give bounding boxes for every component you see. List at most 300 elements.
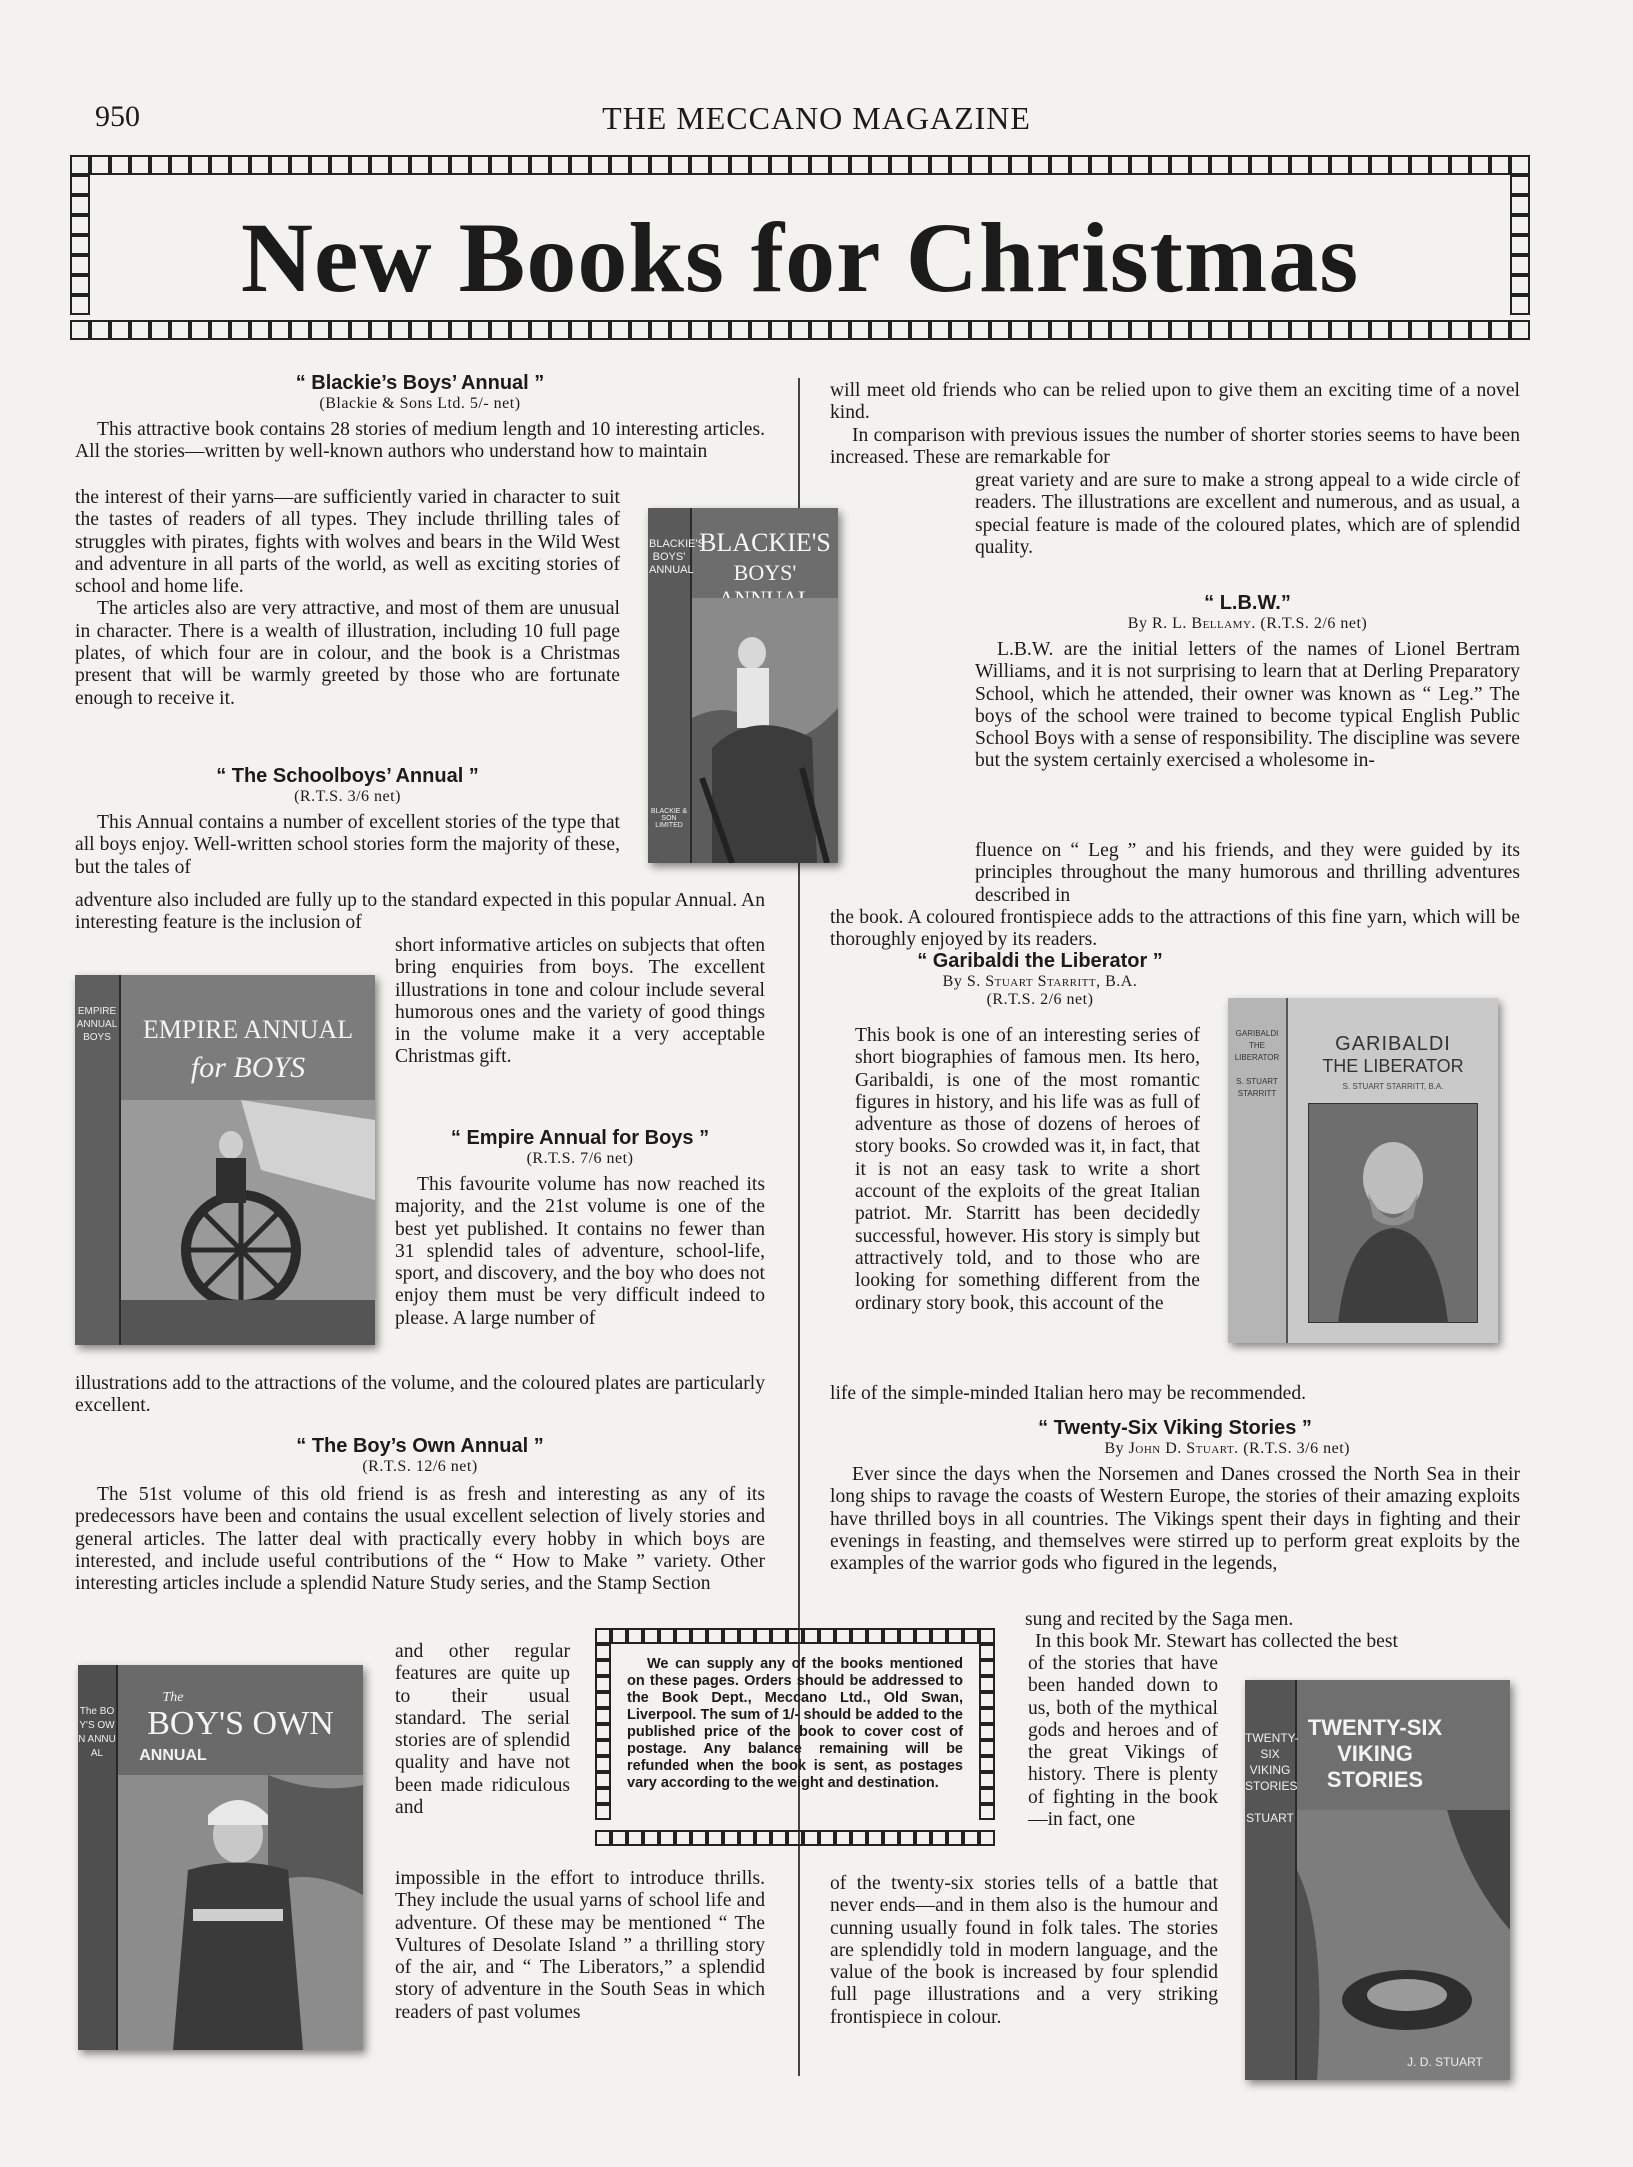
border-square bbox=[670, 320, 690, 340]
boysown-publisher: (R.T.S. 12/6 net) bbox=[362, 1458, 478, 1475]
border-square bbox=[595, 1756, 611, 1772]
border-square bbox=[270, 320, 290, 340]
garibaldi-publisher: (R.T.S. 2/6 net) bbox=[986, 991, 1094, 1008]
notice-border-left bbox=[595, 1644, 611, 1830]
border-square bbox=[739, 1830, 755, 1846]
lbw-heading: “ L.B.W.” bbox=[1204, 592, 1291, 614]
border-square bbox=[979, 1692, 995, 1708]
cover-title-1: BOY'S OWN bbox=[147, 1705, 334, 1742]
border-square bbox=[931, 1628, 947, 1644]
lbw-publisher: (R.T.S. 2/6 net) bbox=[1255, 615, 1368, 632]
spine-publisher: BLACKIE & SON LIMITED bbox=[650, 808, 688, 829]
border-square bbox=[1410, 320, 1430, 340]
spine-title: TWENTY-SIX VIKING STORIES STUART bbox=[1245, 1731, 1299, 1825]
border-square bbox=[570, 320, 590, 340]
boysown-body-bottom bbox=[395, 1868, 765, 2024]
border-square bbox=[963, 1628, 979, 1644]
border-square bbox=[963, 1830, 979, 1846]
border-square bbox=[810, 320, 830, 340]
border-square bbox=[787, 1628, 803, 1644]
border-square bbox=[790, 320, 810, 340]
border-square bbox=[1450, 320, 1470, 340]
garibaldi-by: By bbox=[942, 973, 967, 990]
border-square bbox=[550, 155, 570, 175]
garibaldi-portrait bbox=[1308, 1103, 1478, 1323]
border-square bbox=[830, 320, 850, 340]
viking-review bbox=[830, 1417, 1520, 1575]
border-square bbox=[90, 155, 110, 175]
border-square bbox=[1330, 155, 1350, 175]
border-square bbox=[550, 320, 570, 340]
border-square bbox=[250, 320, 270, 340]
border-square bbox=[170, 155, 190, 175]
border-square bbox=[430, 155, 450, 175]
border-square bbox=[595, 1660, 611, 1676]
border-square bbox=[947, 1830, 963, 1846]
border-square bbox=[150, 320, 170, 340]
spine-title: GARIBALDI THE LIBERATOR S. STUART STARRITT bbox=[1234, 1029, 1280, 1098]
border-square bbox=[1030, 155, 1050, 175]
border-square bbox=[970, 320, 990, 340]
border-square bbox=[130, 320, 150, 340]
boysown-text-1c: impossible in the effort to introduce thrills. They include the usual yarns of school life and adventure. Of these may be mentioned “ The Vultures of Desolate Island ” a thrilling story of the air, and “ The Liberators,” a splendid story of adventure in the South Seas in which readers of past volumes bbox=[395, 1868, 765, 2023]
border-square bbox=[470, 155, 490, 175]
border-square bbox=[70, 320, 90, 340]
border-square bbox=[870, 320, 890, 340]
viking-heading: “ Twenty-Six Viking Stories ” bbox=[1038, 1417, 1312, 1439]
border-square bbox=[755, 1830, 771, 1846]
border-square bbox=[250, 155, 270, 175]
border-square bbox=[590, 320, 610, 340]
border-square bbox=[1450, 155, 1470, 175]
border-square bbox=[595, 1804, 611, 1820]
border-square bbox=[1270, 320, 1290, 340]
garibaldi-body-wide bbox=[830, 1383, 1520, 1405]
border-square bbox=[670, 155, 690, 175]
border-square bbox=[1170, 320, 1190, 340]
cover-title-2: ANNUAL bbox=[139, 1747, 207, 1764]
border-square bbox=[150, 155, 170, 175]
border-square bbox=[1310, 320, 1330, 340]
viking-text-1b: sung and recited by the Saga men. bbox=[1025, 1609, 1294, 1630]
border-square bbox=[1430, 320, 1450, 340]
border-square bbox=[1050, 320, 1070, 340]
border-square bbox=[350, 320, 370, 340]
border-square bbox=[630, 320, 650, 340]
border-square bbox=[890, 320, 910, 340]
border-square bbox=[803, 1628, 819, 1644]
border-square bbox=[350, 155, 370, 175]
border-square bbox=[750, 155, 770, 175]
border-square bbox=[990, 320, 1010, 340]
border-square bbox=[883, 1628, 899, 1644]
border-square bbox=[1510, 175, 1530, 195]
viking-body-narrow bbox=[1028, 1653, 1218, 1831]
border-square bbox=[723, 1628, 739, 1644]
border-square bbox=[1230, 155, 1250, 175]
border-square bbox=[810, 155, 830, 175]
border-square bbox=[979, 1644, 995, 1660]
cover-author: J. D. STUART bbox=[1407, 2055, 1483, 2069]
border-square bbox=[1130, 155, 1150, 175]
border-square bbox=[930, 320, 950, 340]
border-square bbox=[110, 155, 130, 175]
border-square bbox=[990, 155, 1010, 175]
cover-title-2: for BOYS bbox=[190, 1051, 306, 1084]
border-square bbox=[210, 155, 230, 175]
schoolboys-body-narrow bbox=[395, 935, 765, 1069]
border-square bbox=[1470, 320, 1490, 340]
border-square bbox=[310, 320, 330, 340]
empire-annual-cover bbox=[75, 975, 375, 1345]
lbw-text-1c: the book. A coloured frontispiece adds to the attractions of this fine yarn, which will be thoroughly enjoyed by its readers. bbox=[830, 907, 1520, 951]
boysown-heading: “ The Boy’s Own Annual ” bbox=[296, 1435, 544, 1457]
ship-wheel-illustration bbox=[121, 1100, 375, 1345]
border-square bbox=[1330, 320, 1350, 340]
border-square bbox=[290, 155, 310, 175]
title-box bbox=[70, 155, 1530, 340]
border-square bbox=[110, 320, 130, 340]
border-square bbox=[1110, 320, 1130, 340]
border-square bbox=[595, 1724, 611, 1740]
border-square bbox=[1230, 320, 1250, 340]
border-square bbox=[1190, 320, 1210, 340]
border-square bbox=[755, 1628, 771, 1644]
border-square bbox=[595, 1628, 611, 1644]
border-square bbox=[979, 1740, 995, 1756]
border-square bbox=[1350, 320, 1370, 340]
border-square bbox=[1110, 155, 1130, 175]
border-square bbox=[899, 1830, 915, 1846]
border-square bbox=[450, 320, 470, 340]
empire-heading: “ Empire Annual for Boys ” bbox=[450, 1127, 710, 1149]
border-square bbox=[947, 1628, 963, 1644]
garibaldi-text-1b: life of the simple-minded Italian hero may be recommended. bbox=[830, 1383, 1307, 1404]
lbw-body-wide bbox=[830, 907, 1520, 952]
border-square bbox=[330, 320, 350, 340]
border-square bbox=[90, 320, 110, 340]
border-square bbox=[883, 1830, 899, 1846]
viking-publisher: (R.T.S. 3/6 net) bbox=[1238, 1440, 1350, 1457]
border-square bbox=[650, 155, 670, 175]
border-square bbox=[1010, 155, 1030, 175]
border-square bbox=[490, 320, 510, 340]
border-square bbox=[730, 320, 750, 340]
border-square bbox=[610, 320, 630, 340]
cover-title-1: BLACKIE'S bbox=[699, 528, 831, 557]
border-square bbox=[787, 1830, 803, 1846]
schoolboys-continued bbox=[830, 380, 1520, 469]
border-square bbox=[850, 320, 870, 340]
border-square bbox=[690, 155, 710, 175]
border-square bbox=[1150, 320, 1170, 340]
garibaldi-cover bbox=[1228, 998, 1498, 1343]
blackie-body bbox=[75, 487, 620, 710]
border-square bbox=[1470, 155, 1490, 175]
cover-title-2: BOYS' bbox=[733, 560, 797, 585]
cover-title-2: THE LIBERATOR bbox=[1322, 1056, 1464, 1076]
blackie-heading: “ Blackie’s Boys’ Annual ” bbox=[295, 372, 545, 394]
border-square bbox=[510, 320, 530, 340]
border-square bbox=[1490, 320, 1510, 340]
cover-author: S. STUART STARRITT, B.A. bbox=[1342, 1082, 1444, 1091]
viking-byline bbox=[830, 1440, 1520, 1458]
border-square bbox=[771, 1830, 787, 1846]
border-square bbox=[430, 320, 450, 340]
lbw-text-1a: L.B.W. are the initial letters of the names of Lionel Bertram Williams, and it is not surprising to learn that at Derling Preparatory School, which he attended, their owner was known as “ Leg.” The boys of the school were trained to become typical English Public School Boys with a sense of responsibility. The discipline was severe but the system certainly exercised a wholesome in- bbox=[975, 639, 1520, 772]
border-square bbox=[230, 155, 250, 175]
border-square bbox=[675, 1628, 691, 1644]
schoolboys-continued-narrow bbox=[975, 470, 1520, 559]
border-square bbox=[790, 155, 810, 175]
boysown-text-1b: and other regular features are quite up to their usual standard. The serial stories are of splendid quality and have not been made ridiculous and bbox=[395, 1641, 570, 1819]
blackie-publisher: (Blackie & Sons Ltd. 5/- net) bbox=[319, 395, 521, 412]
border-square bbox=[691, 1628, 707, 1644]
border-square bbox=[979, 1804, 995, 1820]
border-square bbox=[595, 1772, 611, 1788]
schoolboys-cont-text-2a: In comparison with previous issues the number of shorter stories seems to have been increased. These are remarkable for bbox=[830, 424, 1520, 468]
border-square bbox=[707, 1628, 723, 1644]
border-square bbox=[630, 155, 650, 175]
border-square bbox=[1490, 155, 1510, 175]
border-square bbox=[835, 1628, 851, 1644]
cover-title-the: The bbox=[162, 1690, 184, 1705]
notice-border-bottom bbox=[595, 1830, 995, 1846]
border-square bbox=[170, 320, 190, 340]
border-square bbox=[1410, 155, 1430, 175]
border-square bbox=[707, 1830, 723, 1846]
border-square bbox=[643, 1628, 659, 1644]
border-square bbox=[410, 320, 430, 340]
border-square bbox=[390, 155, 410, 175]
border-square bbox=[230, 320, 250, 340]
border-square bbox=[675, 1830, 691, 1846]
border-square bbox=[979, 1724, 995, 1740]
border-square bbox=[830, 155, 850, 175]
border-square bbox=[691, 1830, 707, 1846]
border-square bbox=[1370, 155, 1390, 175]
border-square bbox=[1170, 155, 1190, 175]
boys-own-annual-cover bbox=[78, 1665, 363, 2050]
border-square bbox=[530, 155, 550, 175]
border-square bbox=[190, 320, 210, 340]
viking-stories-cover bbox=[1245, 1680, 1510, 2080]
border-square bbox=[1190, 155, 1210, 175]
border-square bbox=[770, 320, 790, 340]
border-square bbox=[851, 1628, 867, 1644]
garibaldi-body bbox=[855, 1025, 1200, 1315]
border-square bbox=[771, 1628, 787, 1644]
border-square bbox=[1510, 155, 1530, 175]
border-square bbox=[1390, 155, 1410, 175]
border-square bbox=[611, 1830, 627, 1846]
border-square bbox=[490, 155, 510, 175]
border-square bbox=[1070, 320, 1090, 340]
viking-text-1a: Ever since the days when the Norsemen and Danes crossed the North Sea in their long ships to ravage the coasts of Western Europe, the stories of their amazing exploits have thrilled boys in all countries. The Vikings spent their days in fighting and their evenings in feasting, and themselves were stirred up to perform great exploits by the examples of the warrior gods who figured in the legends, bbox=[830, 1464, 1520, 1575]
viking-body-bottom bbox=[830, 1873, 1218, 2029]
notice-border-right bbox=[979, 1644, 995, 1830]
border-square bbox=[739, 1628, 755, 1644]
border-square bbox=[1350, 155, 1370, 175]
border-square bbox=[1430, 155, 1450, 175]
border-square bbox=[595, 1788, 611, 1804]
border-square bbox=[370, 320, 390, 340]
camel-rider-illustration bbox=[692, 598, 838, 863]
boysown-body-narrow bbox=[395, 1641, 570, 1819]
border-square bbox=[899, 1628, 915, 1644]
spine-title: EMPIRE ANNUAL BOYS bbox=[76, 1006, 118, 1043]
border-square bbox=[851, 1830, 867, 1846]
garibaldi-review bbox=[830, 950, 1250, 1015]
border-square bbox=[595, 1676, 611, 1692]
border-square bbox=[1370, 320, 1390, 340]
border-square bbox=[595, 1708, 611, 1724]
border-square bbox=[1270, 155, 1290, 175]
border-square bbox=[979, 1788, 995, 1804]
border-square bbox=[290, 320, 310, 340]
border-square bbox=[710, 155, 730, 175]
border-square bbox=[330, 155, 350, 175]
spine-title: The BOY'S OWN ANNUAL bbox=[78, 1706, 116, 1759]
border-square bbox=[450, 155, 470, 175]
lbw-text-1b: fluence on “ Leg ” and his friends, and they were guided by its principles throughout the many humorous and thrilling adventures described in bbox=[975, 840, 1520, 906]
border-square bbox=[210, 320, 230, 340]
magazine-title: THE MECCANO MAGAZINE bbox=[602, 100, 1031, 136]
blackie-text-1a: This attractive book contains 28 stories of medium length and 10 interesting articles. All the stories—written by well-known authors who understand how to maintain bbox=[75, 419, 765, 463]
border-square bbox=[370, 155, 390, 175]
viking-text-2b: of the stories that have been handed down to us, both of the mythical gods and heroes and of the great Vikings of history. There is plenty of fighting in the book—in fact, one bbox=[1028, 1653, 1218, 1831]
blackie-text-1b: the interest of their yarns—are sufficiently varied in character to suit the tastes of readers of all types. They include thrilling tales of struggles with pirates, fights with wolves and bears in the Wild West and adventure in all parts of the world, as well as exciting stories of school and home life. bbox=[75, 487, 620, 598]
border-square bbox=[979, 1660, 995, 1676]
border-square bbox=[730, 155, 750, 175]
border-square bbox=[1090, 155, 1110, 175]
viking-by: By bbox=[1104, 1440, 1129, 1457]
notice-border-top bbox=[595, 1628, 995, 1644]
border-square bbox=[130, 155, 150, 175]
border-square bbox=[910, 155, 930, 175]
border-square bbox=[850, 155, 870, 175]
border-square bbox=[890, 155, 910, 175]
border-square bbox=[979, 1628, 995, 1644]
page-number: 950 bbox=[95, 100, 140, 133]
border-square bbox=[1290, 155, 1310, 175]
border-square bbox=[915, 1830, 931, 1846]
lbw-by: By bbox=[1127, 615, 1152, 632]
empire-text-1a: This favourite volume has now reached its majority, and the 21st volume is one of the best yet published. It contains no fewer than 31 splendid tales of adventure, school-life, sport, and discovery, and the boy who does not enjoy them must be very difficult indeed to please. A large number of bbox=[395, 1174, 765, 1329]
boysown-text-1a: The 51st volume of this old friend is as fresh and interesting as any of its predecessors have been and contains the usual excellent selection of lively stories and general articles. The latter deal with practically every hobby in which boys are interested, and include useful contributions of the “ How to Make ” variety. Other interesting articles include a splendid Nature Study series, and the Stamp Section bbox=[75, 1484, 765, 1595]
border-square bbox=[1310, 155, 1330, 175]
lbw-byline bbox=[975, 615, 1520, 633]
border-square bbox=[835, 1830, 851, 1846]
border-square bbox=[1130, 320, 1150, 340]
border-square bbox=[950, 320, 970, 340]
viking-text-2c: of the twenty-six stories tells of a battle that never ends—and in them also is the humour and cunning usually found in folk tales. The stories are splendidly told in modern language, and the value of the book is increased by four splendid full page illustrations and a very striking frontispiece in colour. bbox=[830, 1873, 1218, 2028]
border-square bbox=[770, 155, 790, 175]
border-square bbox=[643, 1830, 659, 1846]
border-square bbox=[70, 155, 90, 175]
boysown-review bbox=[75, 1435, 765, 1482]
empire-publisher: (R.T.S. 7/6 net) bbox=[526, 1150, 634, 1167]
border-square bbox=[1090, 320, 1110, 340]
schoolboys-publisher: (R.T.S. 3/6 net) bbox=[294, 788, 401, 805]
border-square bbox=[590, 155, 610, 175]
garibaldi-text-1a: This book is one of an interesting series of short biographies of famous men. Its hero, Garibaldi, is one of the most romantic figures in history, and his life was as full of adventure as those of dozens of heroes of story books. So crowded was it, in fact, that it is not an easy task to write a short account of the exploits of the great Italian patriot. Mr. Starritt has been decidedly successful, however. His story is simply but attractively told, and to those who are looking for something different from the ordinary story book, this account of the bbox=[855, 1025, 1200, 1314]
border-square bbox=[931, 1830, 947, 1846]
border-square bbox=[819, 1628, 835, 1644]
border-square bbox=[470, 320, 490, 340]
border-square bbox=[1210, 155, 1230, 175]
border-square bbox=[750, 320, 770, 340]
schoolboys-heading: “ The Schoolboys’ Annual ” bbox=[216, 765, 479, 787]
border-square bbox=[1250, 320, 1270, 340]
border-square bbox=[610, 155, 630, 175]
border-square bbox=[979, 1756, 995, 1772]
viking-warrior-illustration bbox=[1297, 1810, 1510, 2080]
border-square bbox=[1210, 320, 1230, 340]
notice-text: We can supply any of the books mentioned on these pages. Orders should be addressed to the Book Dept., Meccano Ltd., Old Swan, Liverpool. The sum of 1/- should be added to the published price of the book to cover cost of postage. Any balance remaining will be refunded when the book is sent, as postages vary according to the weight and destination. bbox=[627, 1656, 963, 1791]
border-square bbox=[867, 1628, 883, 1644]
empire-text-1b: illustrations add to the attractions of the volume, and the coloured plates are particularly excellent. bbox=[75, 1373, 765, 1417]
schoolboys-review bbox=[75, 765, 620, 879]
schoolboys-text-1c: short informative articles on subjects that often bring enquiries from boys. The excellent illustrations in tone and colour include several humorous ones and the variety of good things in the volume make it a very acceptable Christmas gift. bbox=[395, 935, 765, 1068]
border-square bbox=[1070, 155, 1090, 175]
schoolboys-text-1b: adventure also included are fully up to the standard expected in this popular Annual. An interesting feature is the inclusion of bbox=[75, 890, 765, 934]
cover-title-1: EMPIRE ANNUAL bbox=[142, 1015, 354, 1044]
cover-title: TWENTY-SIX VIKING STORIES bbox=[1307, 1715, 1443, 1792]
border-square bbox=[1150, 155, 1170, 175]
border-square bbox=[1390, 320, 1410, 340]
border-square bbox=[1510, 320, 1530, 340]
border-square bbox=[595, 1644, 611, 1660]
border-square bbox=[659, 1628, 675, 1644]
border-square bbox=[710, 320, 730, 340]
title-border-bottom bbox=[70, 320, 1530, 340]
border-square bbox=[723, 1830, 739, 1846]
schoolboys-cont-text-1: will meet old friends who can be relied upon to give them an exciting time of a novel kind. bbox=[830, 380, 1520, 424]
border-square bbox=[970, 155, 990, 175]
border-square bbox=[270, 155, 290, 175]
border-square bbox=[390, 320, 410, 340]
border-square bbox=[595, 1830, 611, 1846]
garibaldi-byline bbox=[830, 973, 1250, 991]
cover-title-1: GARIBALDI bbox=[1335, 1033, 1451, 1055]
border-square bbox=[910, 320, 930, 340]
spine-title: BLACKIE'S BOYS' ANNUAL bbox=[649, 538, 705, 576]
border-square bbox=[1290, 320, 1310, 340]
book-order-notice bbox=[595, 1628, 995, 1846]
title-border-top bbox=[70, 155, 1530, 175]
schoolboys-body-wide bbox=[75, 890, 765, 935]
blackie-text-2: The articles also are very attractive, and most of them are unusual in character. There is a wealth of illustration, including 10 full page plates, of which four are in colour, and the book is a Christmas present that will be warmly greeted by those who are fortunate enough to receive it. bbox=[75, 598, 620, 709]
border-square bbox=[979, 1708, 995, 1724]
blackie-review bbox=[75, 372, 765, 464]
border-square bbox=[627, 1830, 643, 1846]
border-square bbox=[930, 155, 950, 175]
border-square bbox=[510, 155, 530, 175]
border-square bbox=[659, 1830, 675, 1846]
border-square bbox=[690, 320, 710, 340]
border-square bbox=[979, 1676, 995, 1692]
border-square bbox=[410, 155, 430, 175]
page-title: New Books for Christmas bbox=[240, 202, 1360, 313]
border-square bbox=[611, 1628, 627, 1644]
border-square bbox=[979, 1830, 995, 1846]
border-square bbox=[627, 1628, 643, 1644]
border-square bbox=[1030, 320, 1050, 340]
boysown-body-wide bbox=[75, 1484, 765, 1641]
viking-text-2a: In this book Mr. Stewart has collected the best bbox=[1035, 1631, 1398, 1653]
border-square bbox=[979, 1772, 995, 1788]
